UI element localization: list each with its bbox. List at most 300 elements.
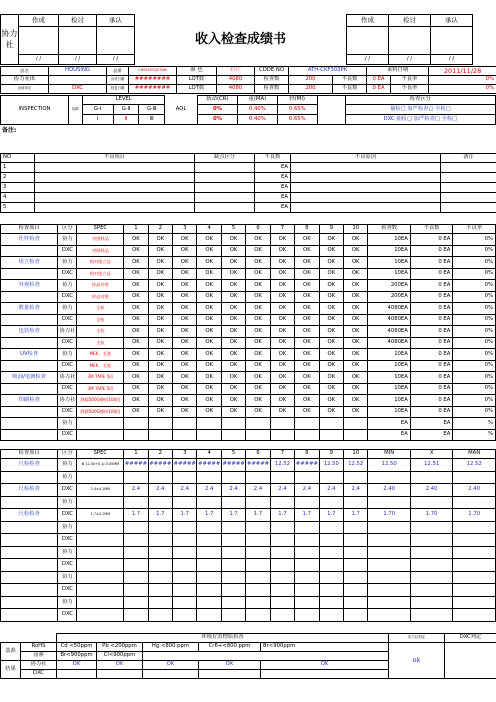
- insp-sample-value: OK: [319, 326, 343, 338]
- dim-spec: [77, 496, 124, 509]
- defect-type: [195, 203, 255, 213]
- left-col-review: 检讨: [59, 15, 97, 27]
- insp-defect: 0 EA: [410, 326, 452, 338]
- insp-sample-value: OK: [221, 326, 245, 338]
- dim-sample-value: [148, 521, 172, 534]
- dim-sample-value: [148, 596, 172, 609]
- dim-min: [368, 521, 410, 534]
- insp-sample-value: OK: [124, 280, 148, 292]
- insp-spec: MEK、毛笔: [77, 360, 124, 372]
- dim-division: DXC: [58, 584, 77, 597]
- insp-sample-value: OK: [197, 372, 221, 384]
- insp-sample-value: OK: [319, 360, 343, 372]
- insp-sample-value: OK: [221, 314, 245, 326]
- dim-sample-value: [344, 596, 368, 609]
- limit-cd: Cd <50ppm: [57, 643, 97, 652]
- insp-division: DXC: [58, 245, 77, 257]
- dim-sample-value: 2.4: [295, 484, 319, 497]
- insp-defect: 0 EA: [410, 257, 452, 269]
- dim-sample-value: [197, 596, 221, 609]
- insp-sample-value: OK: [270, 395, 294, 407]
- dim-sample-value: [221, 496, 245, 509]
- insp-sample-value: OK: [221, 257, 245, 269]
- insp-sample-value: OK: [344, 291, 368, 303]
- dim-item: 尺检检查: [1, 459, 58, 472]
- insp-sample-value: [270, 418, 294, 430]
- result-partner-label: 协力社: [21, 661, 57, 670]
- insp-defect: EA: [410, 429, 452, 441]
- dim-sample-value: [197, 521, 221, 534]
- dim-sample-value: [197, 471, 221, 484]
- defect-cause-header: 不良原因: [291, 154, 441, 163]
- defect-count-header: 不良数: [255, 154, 291, 163]
- level-1: Ⅰ: [83, 115, 113, 125]
- dim-sample-value: [246, 496, 270, 509]
- dim-header-cell: 5: [221, 450, 245, 459]
- insp-rate: 0%: [453, 291, 496, 303]
- fatal-value-2: 0%: [198, 115, 238, 125]
- insp-defect: 0 EA: [410, 280, 452, 292]
- insp-sample-value: OK: [124, 268, 148, 280]
- defect-row: [1, 183, 496, 193]
- ship-date-value: ########: [129, 76, 177, 85]
- part-name-label: 品名: [1, 67, 49, 76]
- defect-item-header: 不良项目: [35, 154, 195, 163]
- dim-sample-value: [246, 559, 270, 572]
- insp-sample-value: OK: [319, 280, 343, 292]
- insp-sample-value: OK: [270, 245, 294, 257]
- insp-rate: 0%: [453, 406, 496, 418]
- insp-sample-value: OK: [148, 326, 172, 338]
- dim-sample-value: [221, 546, 245, 559]
- dim-sample-value: [270, 584, 294, 597]
- insp-sample-value: OK: [295, 383, 319, 395]
- result-3: OK: [143, 661, 199, 670]
- dim-sample-value: [173, 596, 197, 609]
- dim-row: [1, 496, 496, 509]
- insp-item: 仕样检查: [1, 234, 58, 246]
- dim-row: [1, 484, 496, 497]
- report-title: 收入检查成绩书: [194, 32, 286, 47]
- division-label: 检查区分: [345, 96, 495, 105]
- dim-max: [453, 559, 496, 572]
- insp-sample-value: OK: [319, 383, 343, 395]
- dim-sample-value: [173, 471, 197, 484]
- dim-header-cell: 3: [173, 450, 197, 459]
- insp-sample-value: OK: [221, 291, 245, 303]
- insp-header-cell: 2: [148, 225, 172, 234]
- dim-division: DXC: [58, 509, 77, 522]
- dim-sample-value: [246, 534, 270, 547]
- insp-sample-value: OK: [344, 395, 368, 407]
- inspect-value: 200: [289, 76, 333, 85]
- insp-rate: 0%: [453, 372, 496, 384]
- insp-sample-value: OK: [148, 406, 172, 418]
- insp-defect: 0 EA: [410, 372, 452, 384]
- insp-count: 10EA: [368, 268, 410, 280]
- insp-division: 协力社: [58, 395, 77, 407]
- dim-sample-value: [270, 471, 294, 484]
- dim-item: 尺检检查: [1, 484, 58, 497]
- insp-sample-value: OK: [173, 372, 197, 384]
- dim-sample-value: [270, 534, 294, 547]
- insp-sample-value: OK: [319, 337, 343, 349]
- dim-spec: [77, 584, 124, 597]
- insp-sample-value: OK: [124, 257, 148, 269]
- dim-sample-value: [295, 496, 319, 509]
- dim-mean: [410, 571, 452, 584]
- dim-max: [453, 471, 496, 484]
- insp-sample-value: OK: [246, 395, 270, 407]
- insp-sample-value: OK: [246, 234, 270, 246]
- dim-min: 2.40: [368, 484, 410, 497]
- dim-sample-value: [295, 596, 319, 609]
- dim-sample-value: [173, 584, 197, 597]
- insp-sample-value: [124, 429, 148, 441]
- insp-sample-value: OK: [197, 383, 221, 395]
- dim-item: [1, 471, 58, 484]
- insp-defect: 0 EA: [410, 337, 452, 349]
- dim-sample-value: [319, 559, 343, 572]
- insp-sample-value: OK: [173, 234, 197, 246]
- dim-max: [453, 609, 496, 622]
- insp-division: DXC: [58, 383, 77, 395]
- dim-sample-value: [148, 609, 172, 622]
- dim-sample-value: [197, 496, 221, 509]
- partner-division-options[interactable]: 抽检□ 加严检查□ 全检□: [345, 105, 495, 115]
- defect-no-header: NO: [1, 154, 35, 163]
- insp-header-cell: SPEC: [77, 225, 124, 234]
- dim-sample-value: 1.7: [270, 509, 294, 522]
- dim-sample-value: 2.4: [221, 484, 245, 497]
- dim-sample-value: [246, 521, 270, 534]
- insp-spec: [77, 418, 124, 430]
- insp-rate: 0%: [453, 234, 496, 246]
- insp-sample-value: OK: [270, 314, 294, 326]
- dim-sample-value: 2.4: [197, 484, 221, 497]
- dim-sample-value: #####: [295, 459, 319, 472]
- dim-sample-value: 1.7: [124, 509, 148, 522]
- major-value-2: 0.40%: [237, 115, 277, 125]
- insp-sample-value: OK: [173, 337, 197, 349]
- dim-sample-value: [319, 596, 343, 609]
- insp-division: 协力社: [58, 326, 77, 338]
- dim-sample-value: [197, 559, 221, 572]
- insp-defect: 0 EA: [410, 234, 452, 246]
- insp-count: 4080EA: [368, 337, 410, 349]
- insp-defect: 0 EA: [410, 383, 452, 395]
- defect-value: 0 EA: [367, 85, 391, 94]
- insp-sample-value: OK: [295, 245, 319, 257]
- dim-header-cell: SPEC: [77, 450, 124, 459]
- dim-spec: [77, 546, 124, 559]
- dim-sample-value: 12.52: [344, 459, 368, 472]
- insp-sample-value: OK: [197, 360, 221, 372]
- insp-item: [1, 268, 58, 280]
- dim-sample-value: [344, 559, 368, 572]
- insp-header-cell: 6: [246, 225, 270, 234]
- insp-sample-value: OK: [197, 406, 221, 418]
- insp-spec: MEK、毛笔: [77, 349, 124, 361]
- insp-header-cell: 不良率: [453, 225, 496, 234]
- insp-sample-value: OK: [197, 268, 221, 280]
- dim-mean: [410, 496, 452, 509]
- rate-label: 不良率: [391, 76, 429, 85]
- dim-division: DXC: [58, 534, 77, 547]
- dim-sample-value: [148, 559, 172, 572]
- insp-item: [1, 418, 58, 430]
- defect-note-header: 备注: [441, 154, 496, 163]
- dim-sample-value: [148, 534, 172, 547]
- insp-division: DXC: [58, 268, 77, 280]
- insp-sample-value: OK: [295, 291, 319, 303]
- insp-sample-value: OK: [221, 372, 245, 384]
- insp-sample-value: [319, 429, 343, 441]
- dim-header-cell: 7: [270, 450, 294, 459]
- dim-sample-value: [246, 596, 270, 609]
- dim-max: [453, 496, 496, 509]
- insp-sample-value: OK: [173, 245, 197, 257]
- insp-rate: %: [453, 418, 496, 430]
- insp-spec: 样品对照: [77, 291, 124, 303]
- dim-sample-value: [344, 546, 368, 559]
- dim-division: 协力: [58, 459, 77, 472]
- insp-row: [1, 245, 496, 257]
- dim-min: 1.70: [368, 509, 410, 522]
- defect-cause: [291, 203, 441, 213]
- insp-header-cell: 检查数: [368, 225, 410, 234]
- dim-sample-value: [197, 571, 221, 584]
- insp-defect: 0 EA: [410, 268, 452, 280]
- dim-sample-value: [319, 571, 343, 584]
- left-col-approve: 承认: [97, 15, 135, 27]
- insp-sample-value: [148, 418, 172, 430]
- insp-rate: 0%: [453, 245, 496, 257]
- defect-row: [1, 193, 496, 203]
- insp-sample-value: OK: [319, 406, 343, 418]
- dim-sample-value: [295, 559, 319, 572]
- dim-sample-value: [173, 559, 197, 572]
- defect-label: 不良数: [333, 76, 367, 85]
- defect-item: [35, 183, 195, 193]
- insp-sample-value: OK: [319, 245, 343, 257]
- insp-sample-value: [197, 418, 221, 430]
- insp-division: DXC: [58, 360, 77, 372]
- dim-spec: 1.7±0.1MM: [77, 509, 124, 522]
- dim-sample-value: [221, 609, 245, 622]
- insp-sample-value: OK: [246, 268, 270, 280]
- insp-sample-value: OK: [295, 360, 319, 372]
- dim-sample-value: [319, 584, 343, 597]
- fatal-label: 致命(CR): [198, 96, 238, 105]
- insp-spec: 相对组立品: [77, 268, 124, 280]
- result-dxc-label: DXC: [21, 670, 57, 679]
- lot-label: LOT数: [177, 85, 217, 94]
- dim-sample-value: [221, 596, 245, 609]
- sign-date: / /: [97, 55, 135, 65]
- insp-sample-value: OK: [319, 268, 343, 280]
- dim-sample-value: #####: [173, 459, 197, 472]
- insp-sample-value: OK: [295, 234, 319, 246]
- insp-sample-value: OK: [319, 395, 343, 407]
- insp-defect: 0 EA: [410, 349, 452, 361]
- insp-sample-value: OK: [221, 234, 245, 246]
- insp-sample-value: OK: [319, 303, 343, 315]
- insp-sample-value: OK: [124, 406, 148, 418]
- insp-count: 10EA: [368, 245, 410, 257]
- insp-sample-value: OK: [270, 303, 294, 315]
- insp-sample-value: [344, 418, 368, 430]
- dim-max: [453, 546, 496, 559]
- insp-sample-value: OK: [295, 257, 319, 269]
- dxc-division-options[interactable]: DXC 抽检□ 加严检查□ 全检□: [345, 115, 495, 125]
- dim-division: 协力: [58, 596, 77, 609]
- sign-date: / /: [347, 55, 389, 65]
- left-col-author: 作成: [19, 15, 59, 27]
- insp-sample-value: OK: [124, 245, 148, 257]
- insp-division: 协力: [58, 257, 77, 269]
- inspection-label: INSPECTION: [1, 96, 69, 125]
- dim-sample-value: #####: [246, 459, 270, 472]
- dim-sample-value: #####: [197, 459, 221, 472]
- insp-sample-value: OK: [124, 360, 148, 372]
- dim-sample-value: [148, 571, 172, 584]
- dim-mean: 12.51: [410, 459, 452, 472]
- insp-rate: 0%: [453, 326, 496, 338]
- insp-sample-value: OK: [148, 383, 172, 395]
- dim-sample-value: [246, 609, 270, 622]
- dim-sample-value: #####: [221, 459, 245, 472]
- insp-sample-value: OK: [344, 257, 368, 269]
- insp-spec: 全检: [77, 314, 124, 326]
- dim-item: [1, 559, 58, 572]
- insp-sample-value: [246, 429, 270, 441]
- insp-sample-value: OK: [270, 337, 294, 349]
- insp-spec: 相对组立品: [77, 257, 124, 269]
- insp-rate: 0%: [453, 349, 496, 361]
- dim-max: [453, 596, 496, 609]
- dim-row: [1, 571, 496, 584]
- insp-division: DXC: [58, 314, 77, 326]
- dim-min: 12.50: [368, 459, 410, 472]
- defect-item: [35, 173, 195, 183]
- dim-item: [1, 496, 58, 509]
- rate-label: 不良率: [391, 85, 429, 94]
- insp-rate: 0%: [453, 280, 496, 292]
- defect-note: [441, 193, 496, 203]
- standard-label: 基准: [1, 643, 21, 661]
- dim-mean: [410, 609, 452, 622]
- dim-spec: [77, 571, 124, 584]
- insp-sample-value: OK: [124, 234, 148, 246]
- dim-sample-value: [148, 546, 172, 559]
- level-3: Ⅲ: [139, 115, 165, 125]
- defect-count: EA: [255, 163, 291, 173]
- insp-sample-value: OK: [221, 337, 245, 349]
- dim-item: [1, 534, 58, 547]
- insp-spec: 3M TAPE 5回: [77, 372, 124, 384]
- insp-sample-value: OK: [148, 257, 172, 269]
- insp-sample-value: OK: [246, 326, 270, 338]
- insp-sample-value: OK: [344, 406, 368, 418]
- dim-min: [368, 471, 410, 484]
- dim-mean: [410, 559, 452, 572]
- date-label: 来料日期: [367, 67, 429, 76]
- insp-sample-value: OK: [148, 395, 172, 407]
- dim-sample-value: [221, 559, 245, 572]
- dim-division: 协力: [58, 521, 77, 534]
- left-company-label: 协力社: [1, 15, 19, 65]
- insp-count: EA: [368, 429, 410, 441]
- insp-sample-value: OK: [246, 383, 270, 395]
- insp-sample-value: OK: [344, 245, 368, 257]
- insp-count: EA: [368, 418, 410, 430]
- minor-value-1: 0.65%: [277, 105, 317, 115]
- dim-sample-value: [319, 471, 343, 484]
- defect-item: [35, 203, 195, 213]
- insp-sample-value: OK: [124, 383, 148, 395]
- dim-sample-value: [148, 471, 172, 484]
- insp-sample-value: OK: [319, 349, 343, 361]
- level-g3: G-Ⅲ: [139, 105, 165, 115]
- insp-defect: 0 EA: [410, 245, 452, 257]
- insp-sample-value: OK: [148, 314, 172, 326]
- dim-division: 协力: [58, 546, 77, 559]
- sign-box: [59, 27, 97, 55]
- dim-header-cell: 4: [197, 450, 221, 459]
- dim-sample-value: [319, 609, 343, 622]
- dim-division: DXC: [58, 609, 77, 622]
- insp-rate: %: [453, 429, 496, 441]
- dim-sample-value: [319, 521, 343, 534]
- defect-table: [0, 153, 496, 213]
- insp-sample-value: OK: [270, 257, 294, 269]
- right-col-approve: 承认: [431, 15, 473, 27]
- dim-sample-value: [124, 546, 148, 559]
- color-label: 颜 色: [177, 67, 217, 76]
- dim-sample-value: [270, 546, 294, 559]
- defect-no: 4: [1, 193, 35, 203]
- dim-sample-value: [173, 546, 197, 559]
- insp-sample-value: OK: [173, 360, 197, 372]
- sign-box: [19, 27, 59, 55]
- insp-sample-value: OK: [246, 257, 270, 269]
- dim-sample-value: [344, 521, 368, 534]
- insp-spec: 全检: [77, 337, 124, 349]
- dim-sample-value: #####: [148, 459, 172, 472]
- header-table: [0, 14, 496, 65]
- dim-sample-value: [246, 571, 270, 584]
- insp-rate: 0%: [453, 383, 496, 395]
- insp-sample-value: OK: [295, 406, 319, 418]
- lot-value: 4080: [217, 76, 255, 85]
- insp-sample-value: OK: [270, 406, 294, 418]
- insp-sample-value: OK: [295, 395, 319, 407]
- insp-header-cell: 4: [197, 225, 221, 234]
- insp-row: [1, 234, 496, 246]
- partner-value: [49, 76, 107, 85]
- dim-item: [1, 596, 58, 609]
- insp-sample-value: OK: [148, 372, 172, 384]
- insp-sample-value: [319, 418, 343, 430]
- sign-box: [389, 27, 431, 55]
- insp-defect: 0 EA: [410, 395, 452, 407]
- insp-rate: 0%: [453, 360, 496, 372]
- dim-spec: [77, 534, 124, 547]
- dim-sample-value: #####: [124, 459, 148, 472]
- dim-mean: [410, 534, 452, 547]
- insp-sample-value: OK: [319, 372, 343, 384]
